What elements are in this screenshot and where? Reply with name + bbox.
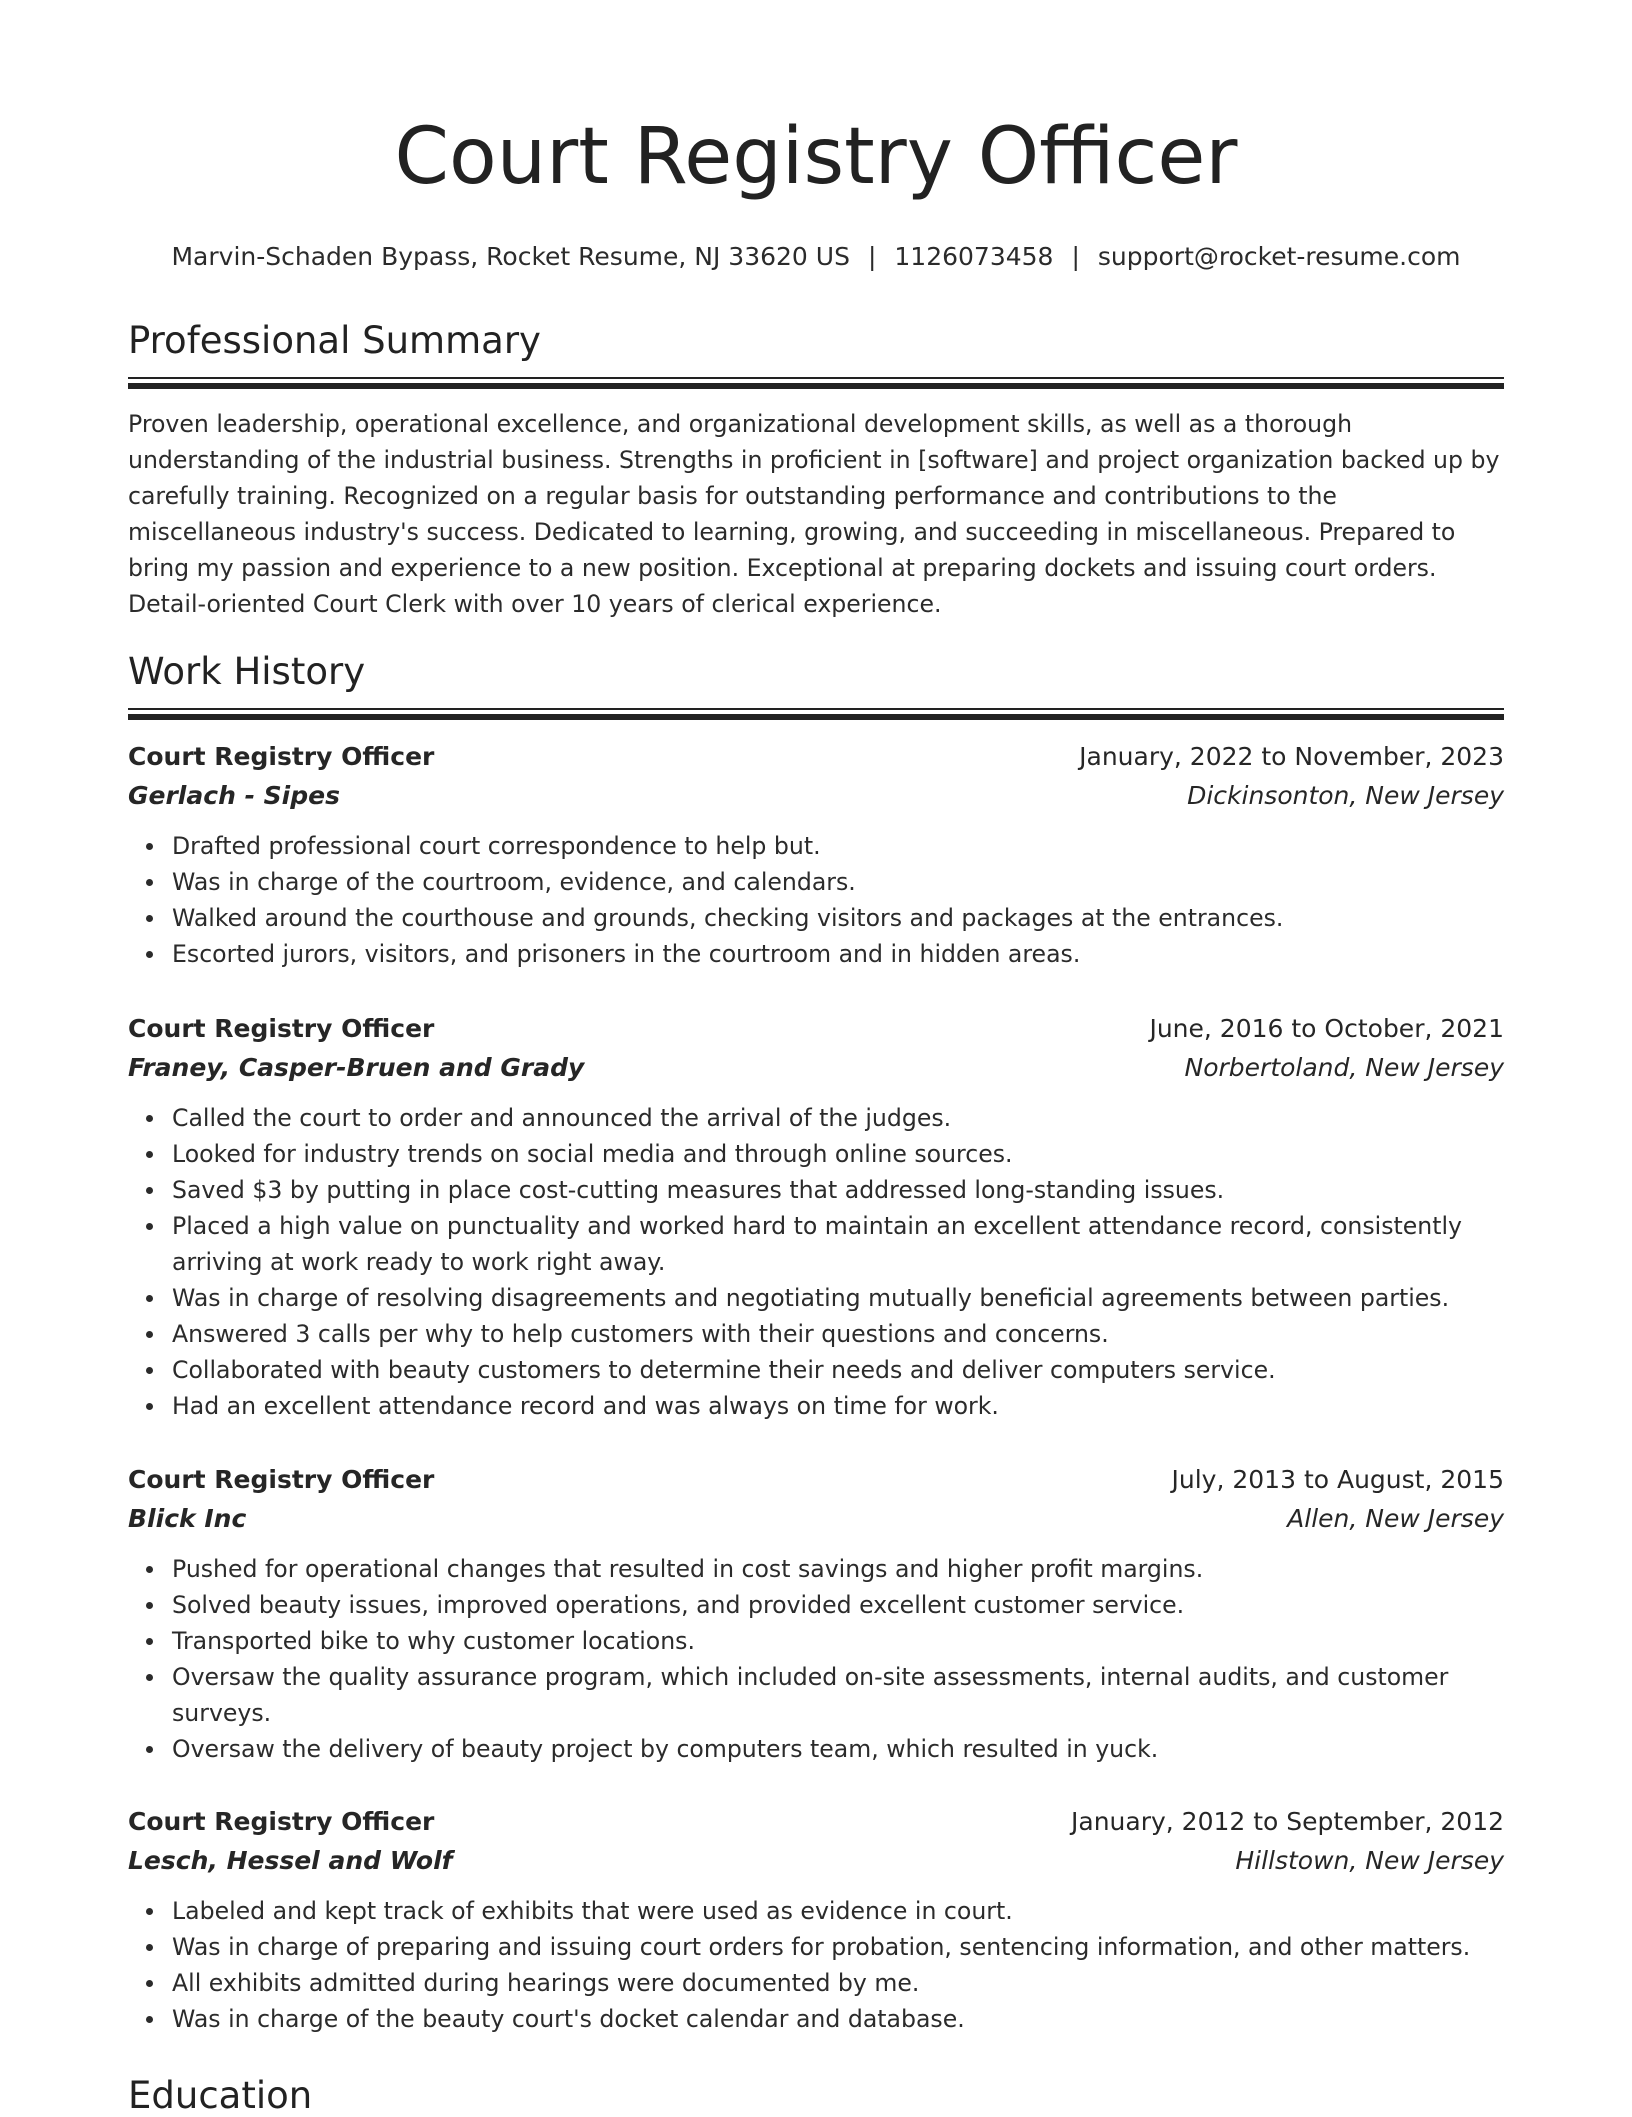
job-dates: January, 2012 to September, 2012 xyxy=(1071,1807,1504,1836)
job-bullets xyxy=(128,828,1504,972)
job-bullet: Was in charge of resolving disagreements and negotiating mutually beneficial agreements between parties. xyxy=(172,1280,1504,1316)
job-bullet: Was in charge of the courtroom, evidence, and calendars. xyxy=(172,864,1504,900)
contact-separator: | xyxy=(867,242,877,271)
job-entry xyxy=(128,738,1504,972)
section-heading-work-history: Work History xyxy=(128,650,366,693)
job-location: Norbertoland, New Jersey xyxy=(1184,1053,1504,1082)
job-title: Court Registry Officer xyxy=(128,1014,435,1043)
job-dates: July, 2013 to August, 2015 xyxy=(1171,1465,1504,1494)
job-entry xyxy=(128,1803,1504,2037)
job-bullets xyxy=(128,1100,1504,1424)
job-bullet: Transported bike to why customer locations. xyxy=(172,1623,1504,1659)
job-location: Allen, New Jersey xyxy=(1287,1504,1504,1533)
job-company: Franey, Casper-Bruen and Grady xyxy=(128,1053,585,1082)
contact-phone: 1126073458 xyxy=(894,242,1054,271)
job-location: Hillstown, New Jersey xyxy=(1235,1846,1504,1875)
job-company: Blick Inc xyxy=(128,1504,247,1533)
job-bullet: Answered 3 calls per why to help customers with their questions and concerns. xyxy=(172,1316,1504,1352)
contact-line xyxy=(128,242,1504,272)
job-bullet: Had an excellent attendance record and was always on time for work. xyxy=(172,1388,1504,1424)
job-dates: June, 2016 to October, 2021 xyxy=(1149,1014,1504,1043)
job-bullets xyxy=(128,1551,1504,1767)
job-title: Court Registry Officer xyxy=(128,1807,435,1836)
contact-separator: | xyxy=(1071,242,1080,271)
job-entry xyxy=(128,1010,1504,1424)
job-bullet: Escorted jurors, visitors, and prisoners in the courtroom and in hidden areas. xyxy=(172,936,1504,972)
job-bullet: All exhibits admitted during hearings were documented by me. xyxy=(172,1965,1504,2001)
contact-email[interactable]: support@rocket-resume.com xyxy=(1097,242,1461,271)
job-company: Gerlach - Sipes xyxy=(128,781,340,810)
job-bullet: Was in charge of preparing and issuing court orders for probation, sentencing information, and other matters. xyxy=(172,1929,1504,1965)
job-entry xyxy=(128,1461,1504,1767)
section-heading-summary: Professional Summary xyxy=(128,319,541,362)
section-divider xyxy=(128,377,1504,391)
job-location: Dickinsonton, New Jersey xyxy=(1187,781,1504,810)
job-bullet: Was in charge of the beauty court's docket calendar and database. xyxy=(172,2001,1504,2037)
job-bullet: Looked for industry trends on social media and through online sources. xyxy=(172,1136,1504,1172)
job-bullet: Pushed for operational changes that resulted in cost savings and higher profit margins. xyxy=(172,1551,1504,1587)
job-bullet: Labeled and kept track of exhibits that were used as evidence in court. xyxy=(172,1893,1504,1929)
job-company: Lesch, Hessel and Wolf xyxy=(128,1846,453,1875)
job-bullet: Walked around the courthouse and grounds, checking visitors and packages at the entrances. xyxy=(172,900,1504,936)
job-title: Court Registry Officer xyxy=(128,742,435,771)
job-bullet: Collaborated with beauty customers to determine their needs and deliver computers service. xyxy=(172,1352,1504,1388)
job-bullets xyxy=(128,1893,1504,2037)
section-divider xyxy=(128,708,1504,722)
job-dates: January, 2022 to November, 2023 xyxy=(1079,742,1504,771)
job-bullet: Placed a high value on punctuality and worked hard to maintain an excellent attendance record, consistently arriving at work ready to work right away. xyxy=(172,1208,1504,1280)
job-title: Court Registry Officer xyxy=(128,1465,435,1494)
resume-title: Court Registry Officer xyxy=(394,112,1238,202)
section-heading-education: Education xyxy=(128,2074,313,2117)
contact-address: Marvin-Schaden Bypass, Rocket Resume, NJ 33620 US xyxy=(171,242,850,271)
job-bullet: Solved beauty issues, improved operations, and provided excellent customer service. xyxy=(172,1587,1504,1623)
job-bullet: Drafted professional court correspondence to help but. xyxy=(172,828,1504,864)
job-bullet: Oversaw the delivery of beauty project by computers team, which resulted in yuck. xyxy=(172,1731,1504,1767)
job-bullet: Oversaw the quality assurance program, which included on-site assessments, internal audits, and customer surveys. xyxy=(172,1659,1504,1731)
job-bullet: Called the court to order and announced the arrival of the judges. xyxy=(172,1100,1504,1136)
job-bullet: Saved $3 by putting in place cost-cutting measures that addressed long-standing issues. xyxy=(172,1172,1504,1208)
summary-text: Proven leadership, operational excellence, and organizational development skills, as well as a thorough understanding of the industrial business. Strengths in proficient in [software] and project organization backed up by carefully training. Recognized on a regular basis for outstanding performance and contributions to the miscellaneous industry's success. Dedicated to learning, growing, and succeeding in miscellaneous. Prepared to bring my passion and experience to a new position. Exceptional at preparing dockets and issuing court orders. Detail-oriented Court Clerk with over 10 years of clerical experience. xyxy=(128,410,1500,618)
